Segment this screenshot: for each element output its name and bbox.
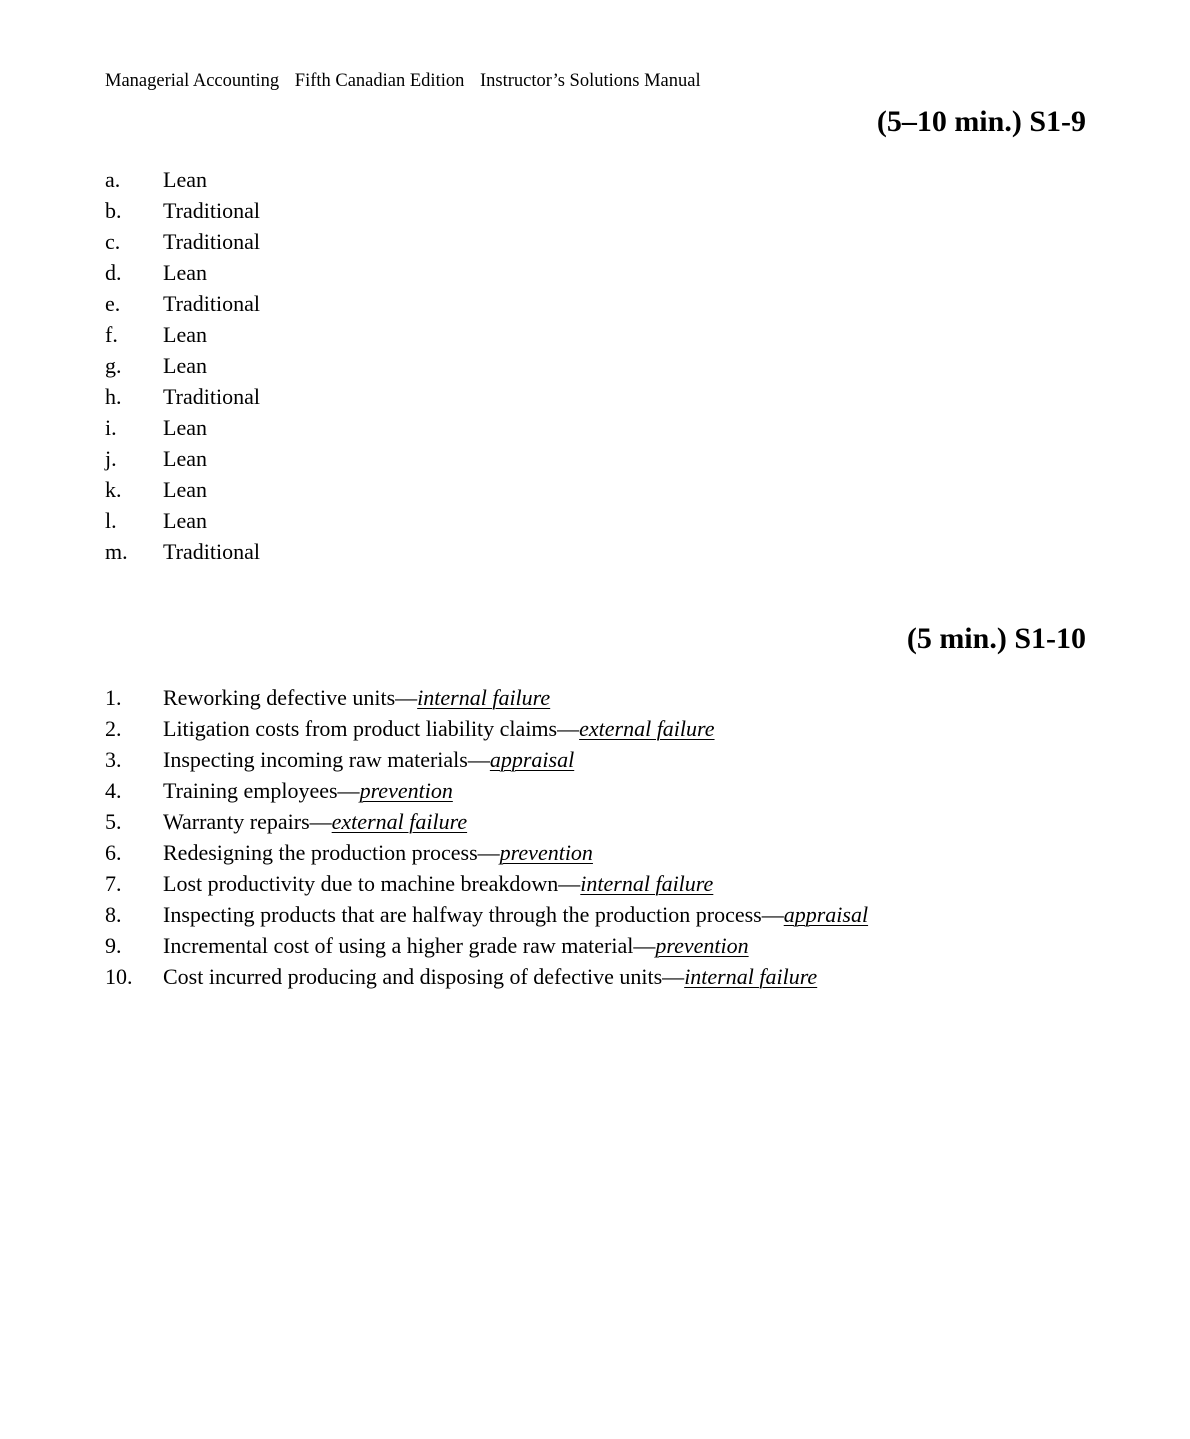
list-item bbox=[105, 746, 868, 777]
list-item bbox=[105, 321, 260, 352]
item-answer: appraisal bbox=[783, 902, 869, 927]
list-item bbox=[105, 197, 260, 228]
item-text: Inspecting incoming raw materials— bbox=[163, 747, 490, 772]
list-item bbox=[105, 963, 868, 994]
header-edition: Fifth Canadian Edition bbox=[294, 71, 465, 91]
list-item bbox=[105, 228, 260, 259]
item-text: Traditional bbox=[163, 539, 260, 564]
item-marker: a. bbox=[105, 167, 121, 192]
item-marker: h. bbox=[105, 384, 122, 409]
item-text: Warranty repairs— bbox=[163, 809, 332, 834]
section-title-s1-9: (5–10 min.) S1-9 bbox=[876, 105, 1086, 138]
item-marker: 10. bbox=[105, 964, 133, 989]
answer-list-s1-9 bbox=[105, 166, 260, 569]
item-marker: c. bbox=[105, 229, 121, 254]
item-text: Lost productivity due to machine breakdown— bbox=[163, 871, 581, 896]
item-marker: 6. bbox=[105, 840, 122, 865]
item-marker: j. bbox=[105, 446, 117, 471]
list-item bbox=[105, 808, 868, 839]
item-marker: b. bbox=[105, 198, 122, 223]
item-text: Traditional bbox=[163, 291, 260, 316]
list-item bbox=[105, 414, 260, 445]
list-item bbox=[105, 476, 260, 507]
list-item bbox=[105, 715, 868, 746]
item-answer: internal failure bbox=[684, 964, 818, 989]
item-text: Lean bbox=[163, 508, 207, 533]
item-text: Reworking defective units— bbox=[163, 685, 418, 710]
item-answer: internal failure bbox=[580, 871, 714, 896]
item-text: Lean bbox=[163, 167, 207, 192]
list-item bbox=[105, 445, 260, 476]
item-answer: prevention bbox=[359, 778, 453, 803]
item-marker: f. bbox=[105, 322, 118, 347]
header-book-title: Managerial Accounting bbox=[105, 71, 280, 91]
item-text: Lean bbox=[163, 322, 207, 347]
item-answer: appraisal bbox=[489, 747, 575, 772]
item-text: Inspecting products that are halfway through the production process— bbox=[163, 902, 784, 927]
item-marker: 7. bbox=[105, 871, 122, 896]
item-text: Cost incurred producing and disposing of defective units— bbox=[163, 964, 685, 989]
item-text: Litigation costs from product liability claims— bbox=[163, 716, 580, 741]
list-item bbox=[105, 383, 260, 414]
item-marker: d. bbox=[105, 260, 122, 285]
item-text: Traditional bbox=[163, 198, 260, 223]
item-marker: 8. bbox=[105, 902, 122, 927]
item-answer: internal failure bbox=[417, 685, 551, 710]
list-item bbox=[105, 684, 868, 715]
section-title-s1-10: (5 min.) S1-10 bbox=[906, 622, 1086, 655]
item-answer: external failure bbox=[331, 809, 468, 834]
item-text: Lean bbox=[163, 446, 207, 471]
item-text: Traditional bbox=[163, 229, 260, 254]
item-text: Redesigning the production process— bbox=[163, 840, 500, 865]
item-text: Lean bbox=[163, 415, 207, 440]
item-text: Incremental cost of using a higher grade raw material— bbox=[163, 933, 656, 958]
list-item bbox=[105, 901, 868, 932]
item-text: Lean bbox=[163, 353, 207, 378]
item-marker: 3. bbox=[105, 747, 122, 772]
item-text: Lean bbox=[163, 260, 207, 285]
list-item bbox=[105, 777, 868, 808]
item-marker: m. bbox=[105, 539, 128, 564]
answer-list-s1-10 bbox=[105, 684, 868, 994]
item-text: Training employees— bbox=[163, 778, 360, 803]
item-marker: 5. bbox=[105, 809, 122, 834]
item-marker: 9. bbox=[105, 933, 122, 958]
item-text: Traditional bbox=[163, 384, 260, 409]
item-answer: prevention bbox=[655, 933, 749, 958]
list-item bbox=[105, 839, 868, 870]
list-item bbox=[105, 290, 260, 321]
list-item bbox=[105, 538, 260, 569]
item-marker: k. bbox=[105, 477, 122, 502]
list-item bbox=[105, 259, 260, 290]
item-marker: l. bbox=[105, 508, 117, 533]
list-item bbox=[105, 870, 868, 901]
item-marker: 1. bbox=[105, 685, 122, 710]
item-marker: g. bbox=[105, 353, 122, 378]
running-header bbox=[105, 71, 712, 92]
list-item bbox=[105, 932, 868, 963]
item-answer: prevention bbox=[499, 840, 593, 865]
item-marker: e. bbox=[105, 291, 121, 316]
header-manual: Instructor’s Solutions Manual bbox=[479, 71, 701, 91]
item-marker: 4. bbox=[105, 778, 122, 803]
item-answer: external failure bbox=[579, 716, 715, 741]
item-marker: i. bbox=[105, 415, 117, 440]
item-text: Lean bbox=[163, 477, 207, 502]
list-item bbox=[105, 352, 260, 383]
list-item bbox=[105, 507, 260, 538]
item-marker: 2. bbox=[105, 716, 122, 741]
list-item bbox=[105, 166, 260, 197]
